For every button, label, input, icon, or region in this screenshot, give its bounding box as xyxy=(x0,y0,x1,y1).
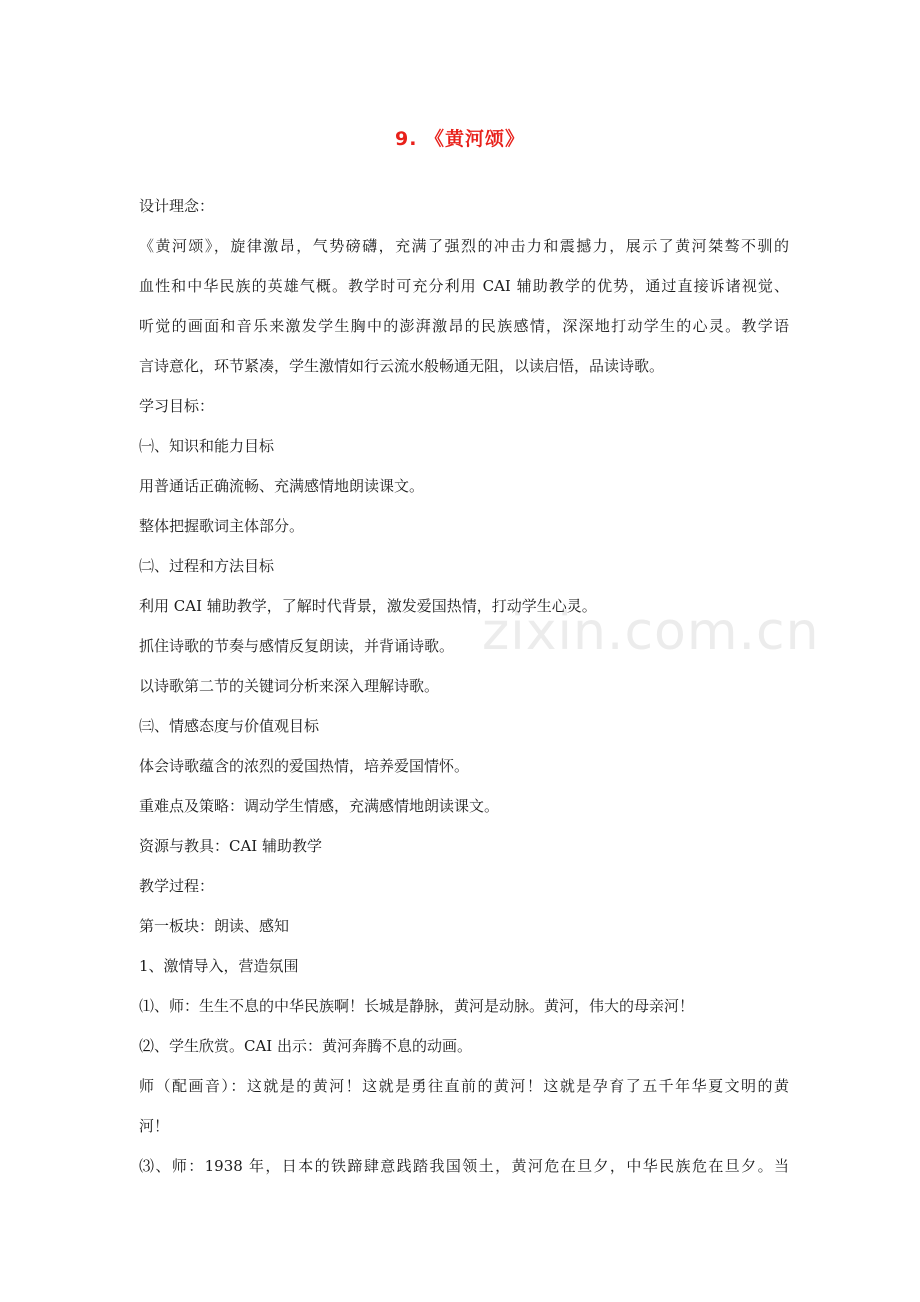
text-line: 体会诗歌蕴含的浓烈的爱国热情，培养爱国情怀。 xyxy=(139,757,470,775)
text-line: ⑶、师：1938 年，日本的铁蹄肆意践踏我国领土，黄河危在旦夕，中华民族危在旦夕。当 xyxy=(139,1157,789,1175)
text-line: ㈢、情感态度与价值观目标 xyxy=(139,717,320,735)
text-line: 整体把握歌词主体部分。 xyxy=(139,517,305,535)
text-line: 师（配画音）：这就是的黄河！这就是勇往直前的黄河！这就是孕育了五千年华夏文明的黄 xyxy=(139,1077,789,1095)
text-line: 重难点及策略：调动学生情感，充满感情地朗读课文。 xyxy=(139,797,500,815)
text-line: 利用 CAI 辅助教学，了解时代背景，激发爱国热情，打动学生心灵。 xyxy=(139,597,597,615)
text-line: 听觉的画面和音乐来激发学生胸中的澎湃激昂的民族感情，深深地打动学生的心灵。教学语 xyxy=(139,317,789,335)
text-line: 设计理念： xyxy=(139,197,215,215)
watermark: zixin.com.cn xyxy=(482,602,820,662)
document-title: 9. 《黄河颂》 xyxy=(394,128,526,150)
text-line: 以诗歌第二节的关键词分析来深入理解诗歌。 xyxy=(139,677,440,695)
text-line: 资源与教具：CAI 辅助教学 xyxy=(139,837,323,855)
text-line: 用普通话正确流畅、充满感情地朗读课文。 xyxy=(139,477,425,495)
text-line: 1、激情导入，营造氛围 xyxy=(139,957,299,975)
text-line: ㈠、知识和能力目标 xyxy=(139,437,275,455)
text-line: 学习目标： xyxy=(139,397,215,415)
text-line: 血性和中华民族的英雄气概。教学时可充分利用 CAI 辅助教学的优势，通过直接诉诸视觉、 xyxy=(139,277,789,295)
text-line: ㈡、过程和方法目标 xyxy=(139,557,275,575)
text-line: 言诗意化，环节紧凑，学生激情如行云流水般畅通无阻，以读启悟，品读诗歌。 xyxy=(139,357,665,375)
text-line: 第一板块：朗读、感知 xyxy=(139,917,290,935)
text-line: ⑴、师：生生不息的中华民族啊！长城是静脉，黄河是动脉。黄河，伟大的母亲河！ xyxy=(139,997,695,1015)
text-line: ⑵、学生欣赏。CAI 出示：黄河奔腾不息的动画。 xyxy=(139,1037,473,1055)
text-line: 抓住诗歌的节奏与感情反复朗读，并背诵诗歌。 xyxy=(139,637,455,655)
text-line: 河！ xyxy=(139,1117,170,1135)
text-line: 教学过程： xyxy=(139,877,215,895)
text-line: 《黄河颂》，旋律激昂，气势磅礴，充满了强烈的冲击力和震撼力，展示了黄河桀骜不驯的 xyxy=(139,237,789,255)
